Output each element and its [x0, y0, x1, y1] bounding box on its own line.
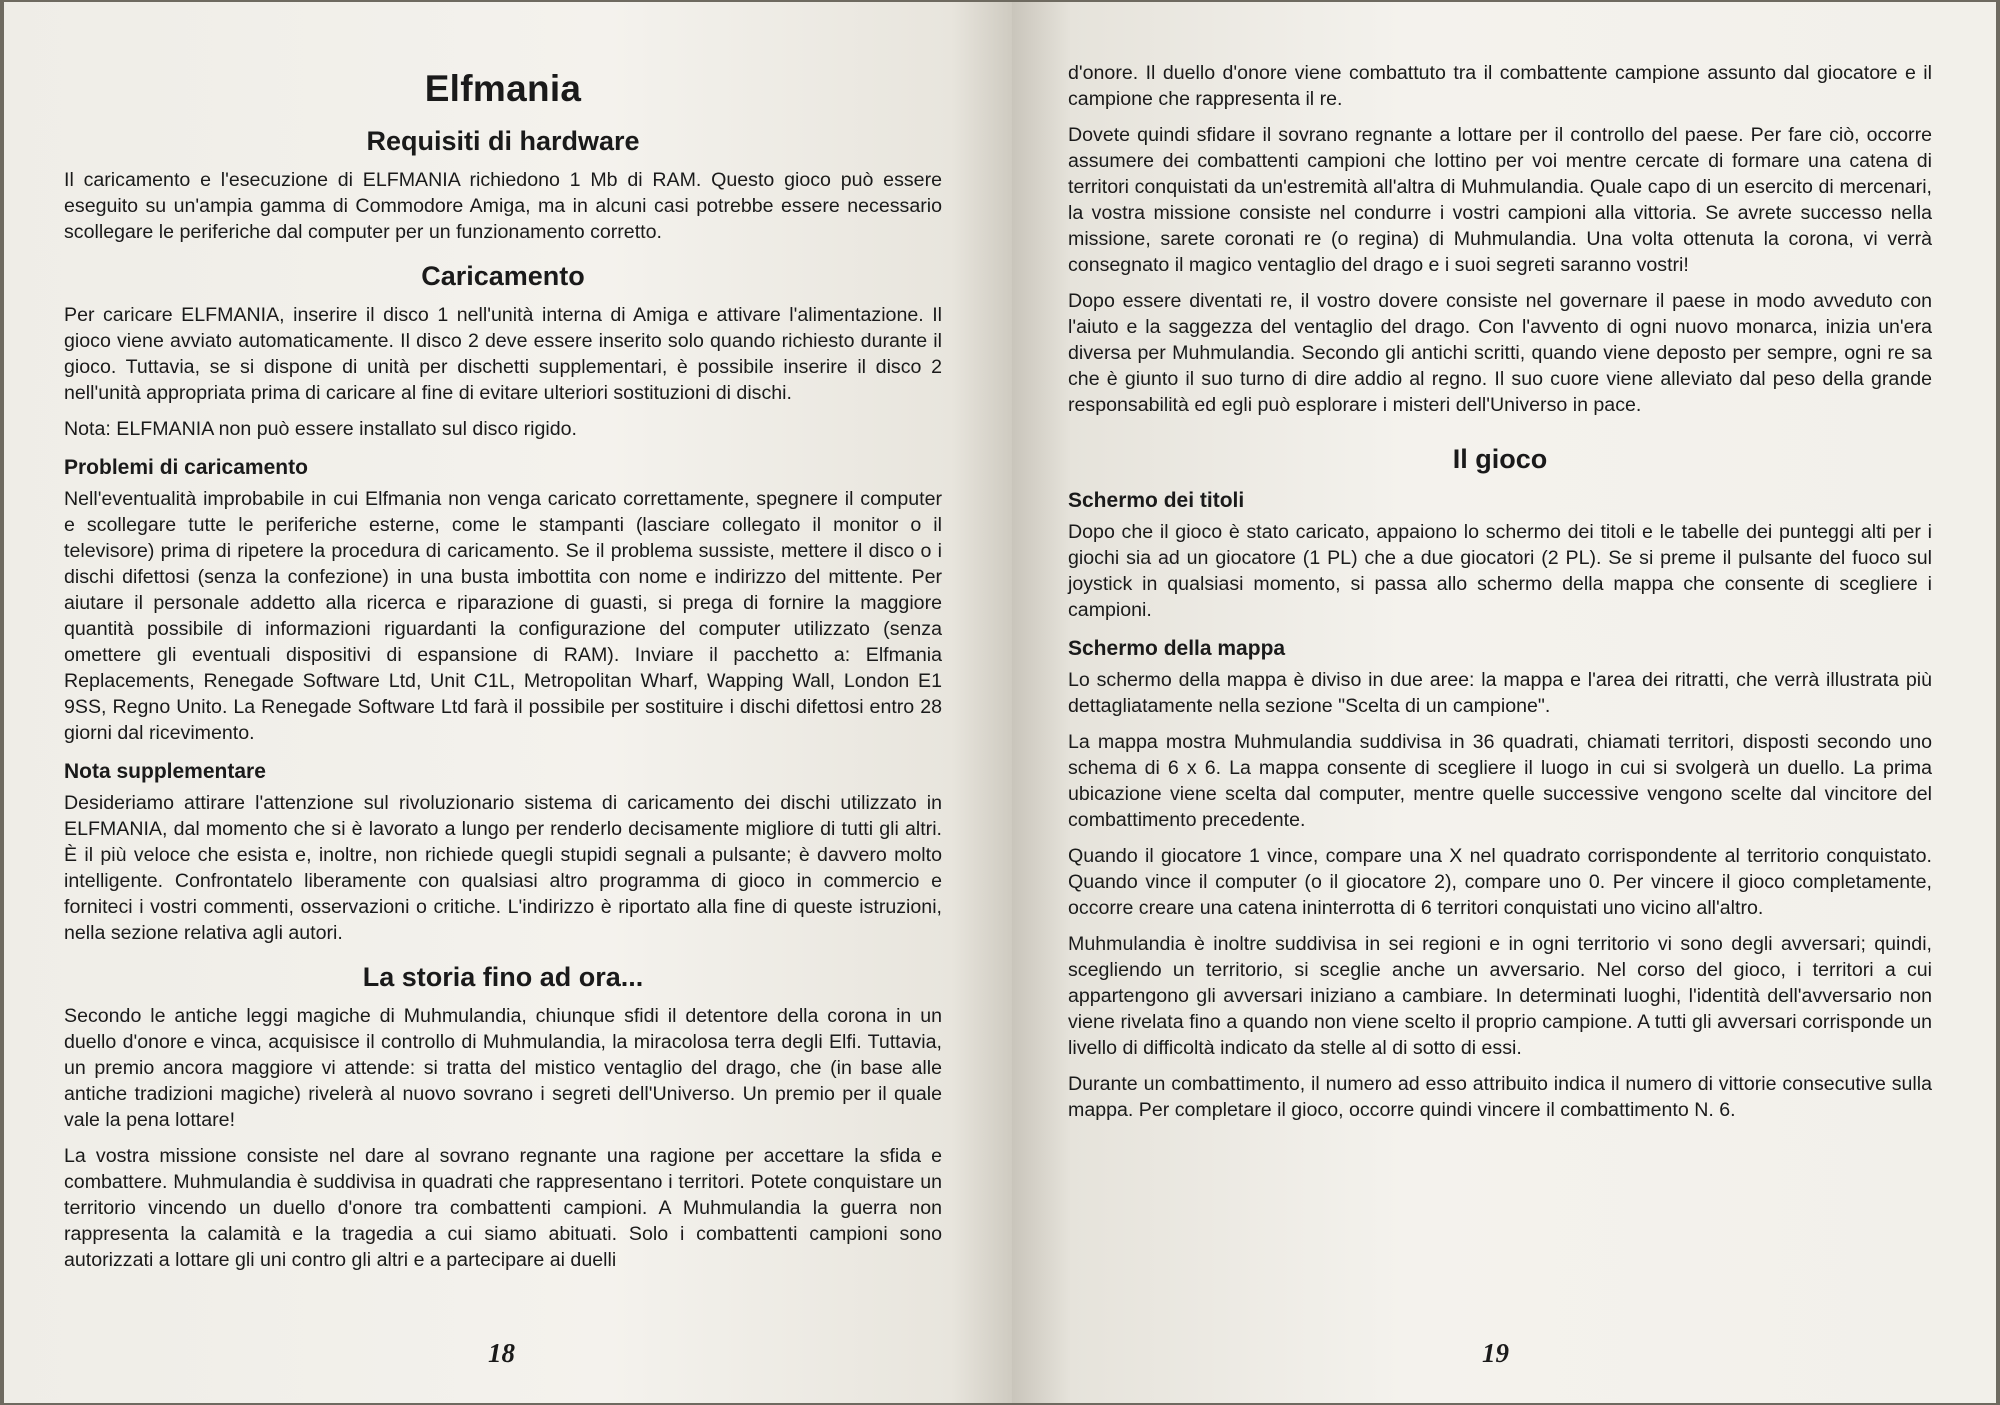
heading-the-game: Il gioco — [1452, 444, 1548, 474]
heading-hardware-requirements: Requisiti di hardware — [366, 126, 640, 156]
page-number: 18 — [488, 1338, 515, 1368]
heading-loading: Caricamento — [421, 261, 585, 291]
page-title: Elfmania — [424, 68, 582, 109]
paragraph-story-1: Secondo le antiche leggi magiche di Muhmulandia, chiunque sfidi il detentore della corona in un duello d'onore e vinca, acquisisce il controllo di Muhmulandia, la miracolosa terra degli Elfi. Tuttavia, un premio ancora maggiore vi attende: si tratta del mistico ventaglio del drago, che (in base alle antiche tradizioni magiche) rivelerà al nuovo sovrano i segreti dell'Universo. Un premio per il quale vale la pena lottare! — [64, 1005, 942, 1131]
paragraph-loading-note: Nota: ELFMANIA non può essere installato sul disco rigido. — [64, 418, 577, 440]
paragraph-map-1: Lo schermo della mappa è diviso in due aree: la mappa e l'area dei ritratti, che verrà illustrata più dettagliatamente nella sezione "Scelta di un campione". — [1068, 669, 1932, 717]
right-page — [1012, 2, 1996, 1403]
paragraph-additional-note: Desideriamo attirare l'attenzione sul rivoluzionario sistema di caricamento dei dischi utilizzato in ELFMANIA, dal momento che si è lavorato a lungo per renderlo decisamente migliore di tutti gli altri. È il più veloce che esista e, inoltre, non richiede quegli stupidi segnali a pulsante; è davvero molto intelligente. Confrontatelo liberamente con qualsiasi altro programma di gioco in commercio e forniteci i vostri commenti, osservazioni o critiche. L'indirizzo è riportato alla fine di queste istruzioni, nella sezione relativa agli autori. — [64, 792, 942, 944]
paragraph-map-5: Durante un combattimento, il numero ad esso attribuito indica il numero di vittorie consecutive sulla mappa. Per completare il gioco, occorre quindi vincere il combattimento N. 6. — [1068, 1073, 1932, 1121]
paragraph-story-continued: d'onore. Il duello d'onore viene combattuto tra il combattente campione assunto dal giocatore e il campione che rappresenta il re. — [1068, 62, 1932, 110]
paragraph-map-4: Muhmulandia è inoltre suddivisa in sei regioni e in ogni territorio vi sono degli avversari; quindi, scegliendo un territorio, si sceglie anche un avversario. Nel corso del gioco, i territori a cui appartengono gli avversari iniziano a cambiare. In determinati luoghi, l'identità dell'avversario non viene rivelata fino a quando non viene scelto il proprio campione. A tutti gli avversari corrisponde un livello di difficoltà indicato da stelle al di sotto di essi. — [1068, 933, 1932, 1059]
heading-map-screen: Schermo della mappa — [1068, 637, 1286, 660]
paragraph-loading: Per caricare ELFMANIA, inserire il disco 1 nell'unità interna di Amiga e attivare l'alimentazione. Il gioco viene avviato automaticamente. Il disco 2 deve essere inserito solo quando richiesto durante il gioco. Tuttavia, se si dispone di unità per dischetti supplementari, è possibile inserire il disco 2 nell'unità appropriata prima di caricare al fine di evitare ulteriori sostituzioni di dischi. — [64, 304, 942, 404]
paragraph-hardware: Il caricamento e l'esecuzione di ELFMANIA richiedono 1 Mb di RAM. Questo gioco può essere eseguito su un'ampia gamma di Commodore Amiga, ma in alcuni casi potrebbe essere necessario scollegare le periferiche dal computer per un funzionamento corretto. — [64, 169, 942, 243]
paragraph-loading-problems: Nell'eventualità improbabile in cui Elfmania non venga caricato correttamente, spegnere il computer e scollegare tutte le periferiche esterne, come le stampanti (lasciare collegato il monitor o il televisore) prima di ripetere la procedura di caricamento. Se il problema sussiste, mettere il disco o i dischi difettosi (senza la confezione) in una busta imbottita con nome e indirizzo del mittente. Per aiutare il personale addetto alla ricerca e riparazione di guasti, si prega di fornire la maggiore quantità possibile di informazioni riguardanti la configurazione del computer utilizzato (senza omettere gli eventuali dispositivi di espansione di RAM). Inviare il pacchetto a: Elfmania Replacements, Renegade Software Ltd, Unit C1L, Metropolitan Wharf, Wapping Wall, London E1 9SS, Regno Unito. La Renegade Software Ltd farà il possibile per sostituire i dischi difettosi entro 28 giorni dal ricevimento. — [64, 488, 942, 744]
manual-spread — [4, 2, 1996, 1403]
left-page — [4, 2, 1012, 1403]
page-number: 19 — [1482, 1338, 1509, 1368]
paragraph-after-becoming-king: Dopo essere diventati re, il vostro dovere consiste nel governare il paese in modo avveduto con l'aiuto e la saggezza del ventaglio del drago. Con l'avvento di ogni nuovo monarca, inizia un'era diversa per Muhmulandia. Secondo gli antichi scritti, quando viene deposto per sempre, ogni re sa che è giunto il suo turno di dire addio al regno. Il suo cuore viene alleviato dal peso della grande responsabilità ed egli può esplorare i misteri dell'Universo in pace. — [1068, 290, 1932, 416]
heading-loading-problems: Problemi di caricamento — [64, 456, 308, 479]
paragraph-title-screen: Dopo che il gioco è stato caricato, appaiono lo schermo dei titoli e le tabelle dei punteggi alti per i giochi sia ad un giocatore (1 PL) che a due giocatori (2 PL). Se si preme il pulsante del fuoco sul joystick in qualsiasi momento, si passa allo schermo della mappa che consente di scegliere i campioni. — [1068, 521, 1932, 621]
heading-title-screen: Schermo dei titoli — [1068, 489, 1245, 512]
paragraph-story-2: La vostra missione consiste nel dare al sovrano regnante una ragione per accettare la sfida e combattere. Muhmulandia è suddivisa in quadrati che rappresentano i territori. Potete conquistare un territorio vincendo un duello d'onore tra combattenti campioni. A Muhmulandia la guerra non rappresenta la calamità e la tragedia a cui siamo abituati. Solo i combattenti campioni sono autorizzati a lottare gli uni contro gli altri e a partecipare ai duelli — [64, 1145, 942, 1271]
heading-story: La storia fino ad ora... — [362, 962, 644, 992]
paragraph-map-3: Quando il giocatore 1 vince, compare una X nel quadrato corrispondente al territorio conquistato. Quando vince il computer (o il giocatore 2), compare uno 0. Per vincere il gioco completamente, occorre creare una catena ininterrotta di 6 territori conquistati uno vicino all'altro. — [1068, 845, 1932, 919]
paragraph-map-2: La mappa mostra Muhmulandia suddivisa in 36 quadrati, chiamati territori, disposti secondo uno schema di 6 x 6. La mappa consente di scegliere il luogo in cui si svolgerà un duello. La prima ubicazione viene scelta dal computer, mentre quelle successive vengono scelte dal vincitore del combattimento precedente. — [1068, 731, 1932, 831]
heading-additional-note: Nota supplementare — [64, 760, 266, 783]
paragraph-challenge-ruler: Dovete quindi sfidare il sovrano regnante a lottare per il controllo del paese. Per fare ciò, occorre assumere dei combattenti campioni che lottino per voi mentre cercate di formare una catena di territori conquistati da un'estremità all'altra di Muhmulandia. Quale capo di un esercito di mercenari, la vostra missione consiste nel condurre i vostri campioni alla vittoria. Se avrete successo nella missione, sarete coronati re (o regina) di Muhmulandia. Una volta ottenuta la corona, vi verrà consegnato il magico ventaglio del drago e i suoi segreti saranno vostri! — [1068, 124, 1932, 276]
